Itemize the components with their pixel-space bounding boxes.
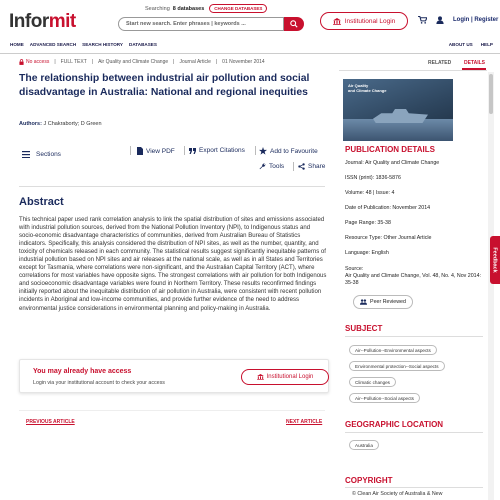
geo-divider <box>345 432 483 433</box>
volume-value: 48 <box>365 190 372 196</box>
publication-date-detail: Date of Publication: November 2014 <box>345 205 431 211</box>
share-label: Share <box>308 163 326 170</box>
menu-icon <box>22 151 30 158</box>
location-chip[interactable]: Australia <box>349 440 379 450</box>
next-article-link[interactable]: NEXT ARTICLE <box>286 419 323 425</box>
searching-label: Searching <box>145 5 170 12</box>
view-pdf-label: View PDF <box>146 147 175 155</box>
toolbar-divider <box>130 146 131 155</box>
journal-cover-image <box>343 79 453 141</box>
institution-icon <box>257 374 264 380</box>
subject-chip[interactable]: Climatic changes <box>349 377 396 387</box>
institutional-login-button[interactable] <box>320 12 408 30</box>
authors-line <box>19 121 102 127</box>
source-label: Source: <box>345 266 364 272</box>
copyright-heading: COPYRIGHT <box>345 476 393 485</box>
search-button[interactable] <box>284 17 304 31</box>
peer-review-icon <box>360 299 367 305</box>
previous-article-link[interactable]: PREVIOUS ARTICLE <box>26 419 75 425</box>
meta-separator: | <box>173 59 175 65</box>
nav-about-us[interactable]: ABOUT US <box>448 42 473 47</box>
abstract-text: This technical paper used rank correlation analysis to link the spatial distribution of sites and emissions associated with industrial pollution sources, derived from the National Pollution Inventory (NPI), to Indigenous status and socio-economic disadvantage characteristics of communities, derived from Australian Bureau of Statistics indicators. Specifically, this analysis considered the distribution of NPI sites, as well as the number, quantity, and toxicity of chemicals released in each community. The statistical results suggest significantly inequitable patterns of industrial pollution based on NPI sites and air releases at the national scale, as well as in all States and Territories except for Tasmania, where correlations were non-significant, and the Australian Capital Territory (ACT), where correlations for most variables have opposite signs. The strongest correlations with air pollution for both Indigenous and socioeconomic disadvantage variables were found in Northern Territory. These results reconfirmed findings initially reported about the inequitable distribution of air pollution in Australia, were consistent with recent pollution incidents in Aboriginal and low-income communities, and provide further evidence of the need to address environmental justice considerations in environmental planning and policy-making in Australia. <box>19 217 327 312</box>
access-notice-title: You may already have access <box>33 368 132 375</box>
share-icon <box>298 163 305 170</box>
journal-detail: Journal: Air Quality and Climate Change <box>345 160 440 166</box>
meta-separator: | <box>91 59 94 65</box>
star-icon <box>259 147 267 155</box>
user-icon[interactable] <box>436 16 444 24</box>
toolbar-divider <box>293 162 294 171</box>
access-notice <box>19 359 329 393</box>
meta-separator: | <box>215 59 218 65</box>
peer-reviewed-label: Peer Reviewed <box>370 299 406 305</box>
database-scope <box>145 4 267 13</box>
abstract-heading: Abstract <box>19 196 64 208</box>
institutional-login-button[interactable] <box>241 369 329 385</box>
panel-scrollbar-thumb[interactable] <box>489 74 493 114</box>
view-pdf-button[interactable] <box>137 147 175 155</box>
article-type: Journal Article <box>179 59 211 65</box>
add-to-favourite-label: Add to Favourite <box>270 147 318 155</box>
volume-label: Volume: <box>345 190 365 196</box>
pdf-icon <box>137 147 143 155</box>
tools-label: Tools <box>269 163 285 170</box>
nav-search-history[interactable]: SEARCH HISTORY <box>82 42 123 47</box>
pager-divider <box>19 410 325 411</box>
lock-icon <box>19 59 24 65</box>
article-meta <box>19 59 265 65</box>
add-to-favourite-button[interactable] <box>259 147 318 155</box>
feedback-label: Feedback <box>492 247 498 273</box>
publication-details-heading: PUBLICATION DETAILS <box>345 145 435 154</box>
tools-button[interactable] <box>259 163 284 170</box>
access-notice-text: Login via your institutional account to check your access <box>33 380 165 386</box>
login-register-link[interactable]: Login | Register <box>453 17 499 23</box>
nav-divider <box>0 53 500 54</box>
copyright-divider <box>345 487 483 488</box>
sections-label: Sections <box>36 151 61 158</box>
subject-chip[interactable]: Air--Pollution--Environmental aspects <box>349 345 437 355</box>
article-title: The relationship between industrial air pollution and social disadvantage in Australia: National and regional inequities <box>19 73 310 98</box>
panel-divider <box>339 70 487 71</box>
abstract-divider <box>19 186 325 187</box>
site-header <box>0 0 500 40</box>
nav-home[interactable]: HOME <box>10 42 24 47</box>
format-label: FULL TEXT <box>60 59 87 65</box>
feedback-tab[interactable] <box>490 236 500 284</box>
tab-details[interactable]: DETAILS <box>464 60 486 66</box>
nav-databases[interactable]: DATABASES <box>129 42 157 47</box>
main-nav <box>0 40 500 52</box>
copyright-text: © Clean Air Society of Australia & New <box>352 491 443 497</box>
panel-scrollbar[interactable] <box>488 72 494 500</box>
issue-label: Issue: <box>375 190 390 196</box>
source-detail <box>345 266 483 286</box>
export-citations-button[interactable] <box>189 147 245 154</box>
volume-issue-detail: Volume: 48 | Issue: 4 <box>345 190 395 196</box>
resource-type-detail: Resource Type: Other Journal Article <box>345 235 432 241</box>
database-count: 8 databases <box>172 5 205 12</box>
access-label: No access <box>26 59 50 65</box>
subject-heading: SUBJECT <box>345 324 383 333</box>
publication-date: 01 November 2014 <box>222 59 265 65</box>
access-status <box>19 59 49 65</box>
toolbar-divider <box>184 146 185 155</box>
change-databases-button[interactable]: CHANGE DATABASES <box>209 4 267 13</box>
quote-icon <box>189 148 196 154</box>
search-input[interactable]: Start new search. Enter phrases | keywords ... <box>118 17 284 31</box>
subject-chip[interactable]: Air--Pollution--Social aspects <box>349 393 420 403</box>
toolbar-divider <box>255 146 256 155</box>
subject-divider <box>345 336 483 337</box>
authors-link[interactable]: J Chakraborty; D Green <box>43 121 102 127</box>
sections-button[interactable] <box>22 151 61 158</box>
institution-icon <box>333 18 341 25</box>
institutional-login-label: Institutional Login <box>344 17 396 25</box>
issn-detail: ISSN (print): 1836-5876 <box>345 175 401 181</box>
cart-icon[interactable] <box>418 16 427 24</box>
subject-chip[interactable]: Environmental protection--Social aspects <box>349 361 445 371</box>
search-icon <box>290 20 298 28</box>
issue-value: 4 <box>391 190 395 196</box>
language-detail: Language: English <box>345 250 389 256</box>
page-range-detail: Page Range: 35-38 <box>345 220 391 226</box>
meta-separator: | <box>54 59 56 65</box>
geographic-location-heading: GEOGRAPHIC LOCATION <box>345 420 444 429</box>
institutional-login-label: Institutional Login <box>266 374 314 380</box>
nav-help[interactable]: HELP <box>480 42 493 47</box>
journal-link[interactable]: Air Quality and Climate Change <box>98 59 169 65</box>
export-citations-label: Export Citations <box>199 147 245 154</box>
source-value: Air Quality and Climate Change, Vol. 48, No. 4, Nov 2014: 35-38 <box>345 272 482 286</box>
tab-related[interactable]: RELATED <box>428 60 452 66</box>
wrench-icon <box>259 163 266 170</box>
nav-advanced-search[interactable]: ADVANCED SEARCH <box>29 42 77 47</box>
informit-logo[interactable]: Informit <box>9 11 76 32</box>
cover-ship <box>373 109 428 123</box>
share-button[interactable] <box>298 163 325 170</box>
cover-title: Air Quality and Climate Change <box>348 83 387 93</box>
authors-label: Authors: <box>19 121 42 127</box>
peer-reviewed-badge <box>353 295 413 309</box>
